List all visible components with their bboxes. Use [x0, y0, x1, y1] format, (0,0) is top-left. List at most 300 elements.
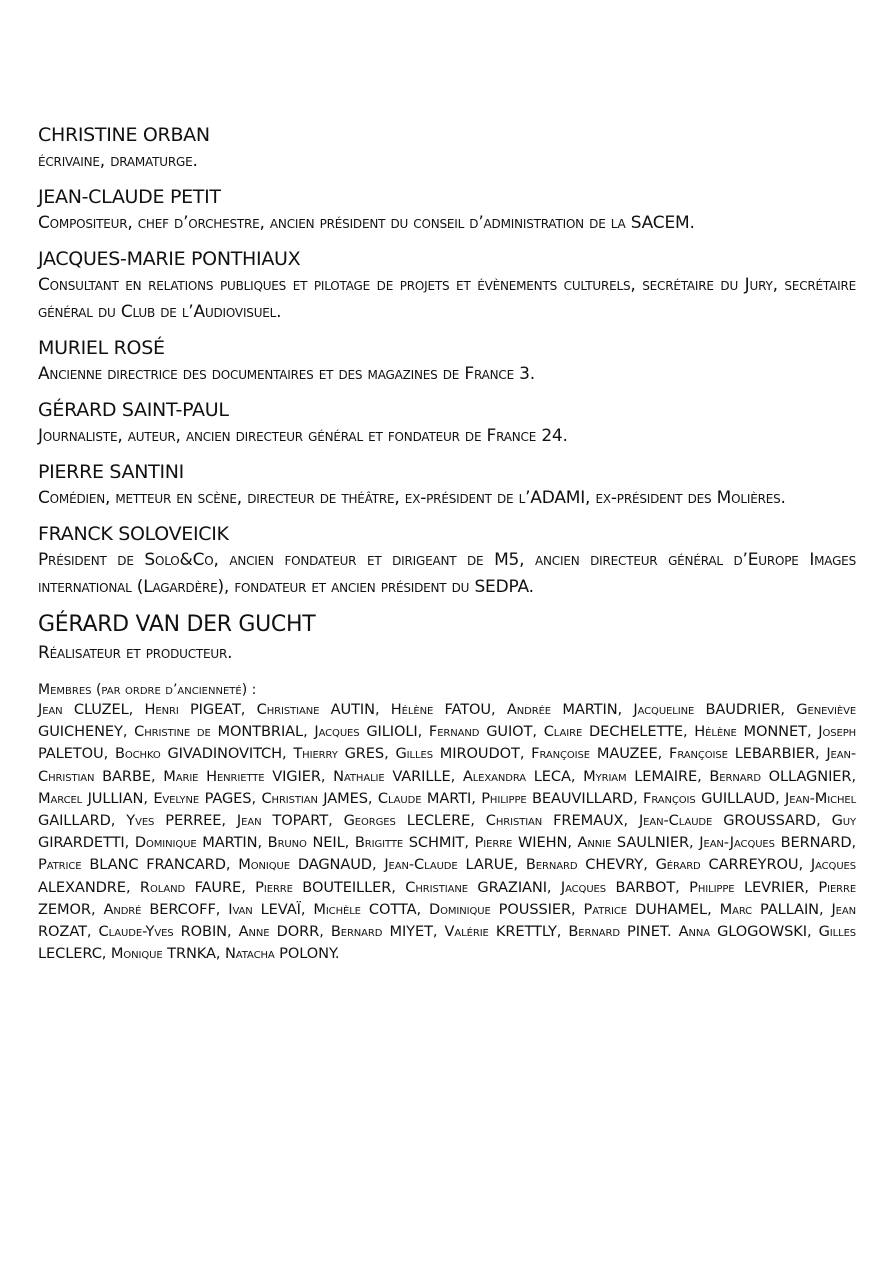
member-separator: , — [851, 834, 857, 852]
member-separator: , — [657, 745, 670, 763]
member-first-name: Jean — [38, 701, 63, 718]
member-separator: , — [251, 789, 262, 807]
member-last-name: DECHELETTE — [588, 723, 683, 741]
member-separator: , — [384, 745, 396, 763]
member-entry — [583, 768, 709, 785]
member-last-name: ROZAT — [38, 923, 87, 941]
member-last-name: ALEXANDRE — [38, 878, 126, 896]
member-entry — [257, 701, 391, 718]
member-last-name: FAURE — [194, 878, 242, 896]
member-last-name: GUIOT — [486, 723, 533, 741]
member-last-name: OLLAGNIER — [768, 767, 852, 785]
member-separator: , — [643, 856, 656, 874]
jury-member-role: Journaliste, auteur, ancien directeur général et fondateur de France 24. — [38, 426, 568, 446]
member-first-name: Geneviève — [796, 701, 857, 718]
member-entry — [228, 901, 313, 918]
member-first-name: Marcel — [38, 789, 83, 807]
member-first-name: Yves — [126, 812, 155, 830]
member-last-name: TOPART — [272, 812, 329, 830]
member-first-name: Christian — [261, 789, 318, 807]
jury-member-role: Compositeur, chef d’orchestre, ancien président du conseil d’administration de la SACEM. — [38, 213, 695, 233]
document-page — [38, 122, 856, 965]
member-separator: , — [816, 812, 832, 830]
member-separator: , — [282, 745, 294, 763]
member-last-name: MIYET — [389, 923, 433, 941]
member-separator: . — [334, 945, 340, 963]
member-separator: , — [633, 789, 644, 807]
member-first-name: Bernard — [525, 856, 578, 874]
member-separator: , — [344, 834, 355, 852]
member-separator: , — [122, 723, 135, 741]
member-separator: , — [128, 701, 145, 718]
member-separator: , — [227, 923, 239, 941]
member-separator: , — [241, 878, 256, 896]
member-first-name: Fernand — [428, 723, 480, 741]
member-last-name: LEVRIER — [743, 878, 805, 896]
member-separator: , — [215, 900, 229, 918]
member-last-name: WIEHN — [517, 834, 568, 852]
member-first-name: Bernard — [568, 923, 620, 941]
member-first-name: Jacques — [810, 856, 856, 874]
jury-entry — [38, 610, 856, 667]
jury-member-name: CHRISTINE ORBAN — [38, 124, 210, 146]
member-last-name: LEBARBIER — [734, 745, 815, 763]
member-separator: , — [240, 701, 257, 718]
member-first-name: Françoise — [669, 745, 728, 763]
member-entry — [378, 790, 481, 807]
member-first-name: Jean-Jacques — [699, 834, 775, 852]
jury-member-name: GÉRARD VAN DER GUCHT — [38, 612, 316, 637]
member-last-name: DUHAMEL — [634, 900, 708, 918]
jury-entry — [38, 521, 856, 601]
member-entry — [578, 834, 700, 851]
member-first-name: Bernard — [330, 923, 383, 941]
jury-entry — [38, 184, 856, 237]
member-first-name: Nathalie — [333, 767, 385, 785]
jury-list — [38, 122, 856, 667]
member-last-name: BOUTEILLER — [302, 878, 392, 896]
member-entry — [475, 834, 578, 851]
member-separator: , — [571, 900, 584, 918]
member-entry — [238, 856, 384, 873]
member-first-name: Monique — [238, 856, 290, 874]
member-first-name: Bochko — [114, 745, 161, 763]
member-last-name: POLONY — [279, 945, 335, 963]
member-first-name: Georges — [343, 812, 396, 830]
member-separator: , — [546, 878, 561, 896]
member-entry — [584, 901, 720, 918]
jury-entry — [38, 246, 856, 326]
member-separator: , — [328, 812, 344, 830]
member-entry — [669, 745, 826, 762]
member-first-name: Michèle — [313, 900, 361, 918]
member-last-name: VARILLE — [392, 767, 451, 785]
member-first-name: Andrée — [506, 701, 552, 718]
member-entry — [163, 768, 333, 785]
member-last-name: LECLERE — [406, 812, 471, 830]
member-separator: , — [221, 812, 237, 830]
member-last-name: NEIL — [312, 834, 345, 852]
member-separator: , — [300, 900, 314, 918]
member-entry — [255, 879, 405, 896]
member-separator: , — [367, 789, 378, 807]
member-entry — [313, 901, 429, 918]
member-last-name: GILIOLI — [366, 723, 418, 741]
member-last-name: COTTA — [368, 900, 417, 918]
member-entry — [709, 768, 856, 785]
member-last-name: GLOGOWSKI — [717, 923, 807, 941]
member-last-name: TRNKA — [167, 945, 216, 963]
member-entry — [633, 701, 796, 718]
member-separator: , — [814, 745, 827, 763]
jury-member-role: écrivaine, dramaturge. — [38, 151, 198, 171]
member-first-name: Brigitte — [354, 834, 404, 852]
member-entry — [111, 945, 225, 962]
member-first-name: Natacha — [224, 945, 275, 963]
member-entry — [293, 745, 395, 762]
member-separator: , — [125, 878, 140, 896]
member-separator: , — [215, 945, 225, 963]
member-entry — [38, 856, 238, 873]
member-last-name: MAUZEE — [596, 745, 658, 763]
member-entry — [643, 790, 785, 807]
member-last-name: MONTBRIAL — [217, 723, 304, 741]
member-separator: , — [319, 923, 331, 941]
member-last-name: BERCOFF — [149, 900, 216, 918]
member-entry — [331, 923, 445, 940]
member-last-name: GRES — [344, 745, 385, 763]
member-first-name: Christian — [485, 812, 543, 830]
member-entry — [391, 701, 507, 718]
member-first-name: Gérard — [655, 856, 701, 874]
member-entry — [344, 812, 486, 829]
member-first-name: Jean — [831, 900, 857, 918]
member-last-name: BARBOT — [615, 878, 676, 896]
member-entry — [445, 923, 569, 940]
member-last-name: ROBIN — [180, 923, 227, 941]
member-first-name: Joseph — [818, 723, 857, 741]
member-separator: , — [818, 900, 832, 918]
member-first-name: Dominique — [428, 900, 491, 918]
member-first-name: Thierry — [293, 745, 338, 763]
member-entry — [689, 879, 818, 896]
member-first-name: Philippe — [481, 789, 527, 807]
member-separator: , — [806, 723, 819, 741]
member-last-name: DAGNAUD — [297, 856, 372, 874]
member-last-name: PAGES — [204, 789, 252, 807]
member-first-name: Pierre — [818, 878, 857, 896]
member-first-name: Gilles — [395, 745, 433, 763]
member-first-name: Jean-Christian — [38, 745, 857, 785]
member-first-name: Monique — [110, 945, 163, 963]
member-last-name: BAUDRIER — [705, 701, 781, 718]
jury-member-name: JEAN-CLAUDE PETIT — [38, 186, 221, 208]
member-last-name: FATOU — [444, 701, 491, 718]
member-entry — [405, 879, 561, 896]
member-entry — [656, 856, 811, 873]
member-entry — [153, 790, 261, 807]
member-separator: , — [519, 745, 532, 763]
jury-member-name: MURIEL ROSÉ — [38, 337, 165, 359]
member-separator: , — [371, 856, 385, 874]
member-last-name: CHEVRY — [585, 856, 644, 874]
member-entry — [720, 901, 832, 918]
member-first-name: Marc — [719, 900, 753, 918]
member-entry — [134, 723, 314, 740]
member-first-name: Hélène — [390, 701, 434, 718]
member-last-name: DORR — [276, 923, 320, 941]
member-separator: , — [851, 767, 856, 785]
member-last-name: GRAZIANI — [477, 878, 547, 896]
member-separator: , — [450, 767, 463, 785]
member-first-name: Jean-Claude — [384, 856, 458, 874]
member-separator: , — [103, 745, 115, 763]
member-first-name: Claire — [543, 723, 583, 741]
jury-member-role: Ancienne directrice des documentaires et des magazines de France 3. — [38, 364, 535, 384]
member-first-name: Jacqueline — [633, 701, 695, 718]
member-first-name: Christiane — [256, 701, 320, 718]
member-first-name: Christiane — [405, 878, 468, 896]
member-last-name: GROUSSARD — [723, 812, 817, 830]
member-entry — [239, 923, 331, 940]
member-last-name: BARBE — [102, 767, 151, 785]
member-first-name: Christine de — [134, 723, 211, 741]
member-entry — [126, 812, 237, 829]
member-separator: , — [90, 900, 104, 918]
member-entry — [463, 768, 583, 785]
member-separator: , — [806, 923, 819, 941]
jury-member-role: Réalisateur et producteur. — [38, 643, 233, 663]
member-separator: , — [804, 878, 819, 896]
member-last-name: JAMES — [323, 789, 368, 807]
member-first-name: Pierre — [474, 834, 513, 852]
member-entry — [561, 879, 689, 896]
member-last-name: MONNET — [743, 723, 807, 741]
member-first-name: Guy — [831, 812, 857, 830]
member-separator: , — [464, 834, 475, 852]
member-first-name: Jean-Michel — [785, 789, 857, 807]
member-entry — [544, 723, 695, 740]
member-entry — [225, 945, 339, 962]
member-separator: , — [532, 723, 544, 741]
member-first-name: Dominique — [134, 834, 197, 852]
member-first-name: Anna — [678, 923, 710, 941]
member-last-name: PALLAIN — [760, 900, 819, 918]
member-entry — [384, 856, 526, 873]
member-entry — [486, 812, 639, 829]
member-last-name: LECLERC — [38, 945, 102, 963]
member-entry — [268, 834, 355, 851]
member-first-name: Anne — [238, 923, 270, 941]
jury-member-name: PIERRE SANTINI — [38, 461, 184, 483]
member-first-name: Bruno — [267, 834, 307, 852]
member-last-name: PINET — [627, 923, 667, 941]
member-last-name: BERNARD — [780, 834, 852, 852]
member-last-name: LARUE — [465, 856, 514, 874]
member-last-name: CARREYROU — [708, 856, 799, 874]
jury-member-name: GÉRARD SAINT-PAUL — [38, 399, 229, 421]
member-last-name: BEAUVILLARD — [532, 789, 634, 807]
member-first-name: Jacques — [560, 878, 607, 896]
member-separator: , — [320, 767, 334, 785]
member-separator: , — [798, 856, 811, 874]
member-separator: , — [124, 834, 135, 852]
member-first-name: Ivan — [228, 900, 253, 918]
member-last-name: SCHMIT — [408, 834, 465, 852]
member-separator: , — [697, 767, 710, 785]
member-first-name: Marie Henriette — [163, 767, 265, 785]
member-last-name: GIVADINOVITCH — [167, 745, 282, 763]
member-separator: , — [416, 900, 429, 918]
member-last-name: AUTIN — [330, 701, 375, 718]
member-separator: , — [567, 834, 578, 852]
member-last-name: ZEMOR — [38, 900, 91, 918]
member-separator: . — [666, 923, 679, 941]
member-separator: , — [143, 789, 154, 807]
member-entry — [639, 812, 832, 829]
member-separator: , — [491, 701, 507, 718]
members-title: Membres (par ordre d’ancienneté) : — [38, 682, 257, 698]
member-entry — [145, 701, 257, 718]
member-first-name: Gilles — [818, 923, 857, 941]
member-separator: , — [689, 834, 700, 852]
member-last-name: LECA — [533, 767, 571, 785]
member-separator: , — [556, 923, 569, 941]
member-separator: , — [675, 878, 690, 896]
member-first-name: Roland — [139, 878, 186, 896]
jury-entry — [38, 397, 856, 450]
member-separator: , — [617, 701, 634, 718]
member-separator: , — [470, 812, 486, 830]
member-first-name: Claude — [377, 789, 422, 807]
member-separator: , — [682, 723, 695, 741]
member-entry — [38, 701, 145, 718]
member-first-name: Myriam — [583, 767, 627, 785]
member-separator: , — [391, 878, 406, 896]
member-first-name: Patrice — [583, 900, 628, 918]
member-separator: , — [780, 701, 797, 718]
jury-member-name: FRANCK SOLOVEICIK — [38, 523, 229, 545]
member-last-name: GUICHENEY — [38, 723, 123, 741]
member-first-name: Alexandra — [462, 767, 527, 785]
member-entry — [429, 723, 544, 740]
member-separator: , — [775, 789, 786, 807]
jury-member-role: Consultant en relations publiques et pilotage de projets et évènements culturels, secrétaire du Jury, secrétaire général du Club de l’Audiovisuel. — [38, 275, 856, 322]
member-last-name: MARTIN — [562, 701, 618, 718]
member-entry — [568, 923, 678, 940]
jury-entry — [38, 335, 856, 388]
member-entry — [314, 723, 429, 740]
member-first-name: Valérie — [444, 923, 489, 941]
jury-entry — [38, 122, 856, 175]
member-entry — [333, 768, 463, 785]
member-first-name: Hélène — [694, 723, 737, 741]
member-separator: , — [151, 767, 164, 785]
member-last-name: KRETTLY — [495, 923, 557, 941]
member-first-name: Françoise — [531, 745, 590, 763]
member-entry — [507, 701, 634, 718]
member-separator: , — [257, 834, 268, 852]
member-entry — [140, 879, 255, 896]
member-entry — [526, 856, 656, 873]
member-entry — [679, 923, 819, 940]
member-entry — [99, 923, 239, 940]
member-last-name: BLANC FRANCARD — [89, 856, 226, 874]
member-last-name: PIGEAT — [189, 701, 241, 718]
member-entry — [481, 790, 643, 807]
member-last-name: GAILLARD — [38, 812, 111, 830]
member-first-name: André — [103, 900, 142, 918]
member-separator: , — [86, 923, 99, 941]
member-first-name: Henri — [144, 701, 179, 718]
member-separator: , — [707, 900, 720, 918]
jury-entry — [38, 459, 856, 512]
member-entry — [699, 834, 856, 851]
jury-member-role: Président de Solo&Co, ancien fondateur et dirigeant de M5, ancien directeur général d’Europe Images international (Lagardère), fondateur et ancien président du SEDPA. — [38, 550, 856, 597]
member-last-name: GUILLAUD — [701, 789, 776, 807]
member-last-name: LEMAIRE — [634, 767, 698, 785]
member-first-name: Jacques — [314, 723, 360, 741]
member-first-name: Jean-Claude — [638, 812, 713, 830]
member-first-name: Philippe — [689, 878, 735, 896]
member-separator: , — [432, 923, 445, 941]
member-entry — [38, 790, 153, 807]
jury-member-role: Comédien, metteur en scène, directeur de théâtre, ex-président de l’ADAMI, ex-président des Molières. — [38, 488, 786, 508]
member-first-name: Evelyne — [153, 789, 200, 807]
member-entry — [135, 834, 268, 851]
member-separator: , — [570, 767, 584, 785]
member-separator: , — [101, 945, 111, 963]
member-first-name: Annie — [577, 834, 612, 852]
member-last-name: GIRARDETTI — [38, 834, 125, 852]
member-separator: , — [110, 812, 127, 830]
member-separator: , — [471, 789, 482, 807]
member-last-name: MARTI — [426, 789, 472, 807]
member-last-name: POUSSIER — [498, 900, 572, 918]
member-separator: , — [225, 856, 239, 874]
member-entry — [429, 901, 584, 918]
member-last-name: JULLIAN — [87, 789, 144, 807]
member-separator: , — [303, 723, 315, 741]
member-entry — [103, 901, 228, 918]
member-first-name: Bernard — [709, 767, 761, 785]
member-last-name: PERREE — [165, 812, 222, 830]
member-separator: , — [417, 723, 429, 741]
member-separator: , — [513, 856, 526, 874]
member-last-name: MIROUDOT — [439, 745, 520, 763]
member-last-name: SAULNIER — [616, 834, 690, 852]
members-list — [38, 699, 856, 965]
member-entry — [115, 745, 293, 762]
member-last-name: PALETOU — [38, 745, 104, 763]
member-first-name: Patrice — [38, 856, 82, 874]
member-last-name: VIGIER — [272, 767, 321, 785]
member-entry — [237, 812, 344, 829]
member-first-name: Pierre — [255, 878, 293, 896]
member-first-name: François — [643, 789, 696, 807]
member-entry — [694, 723, 818, 740]
member-separator: , — [623, 812, 639, 830]
member-last-name: MARTIN — [202, 834, 258, 852]
member-entry — [261, 790, 377, 807]
member-first-name: Jean — [236, 812, 262, 830]
member-entry — [355, 834, 475, 851]
jury-member-name: JACQUES-MARIE PONTHIAUX — [38, 248, 301, 270]
member-entry — [395, 745, 531, 762]
member-last-name: FREMAUX — [553, 812, 624, 830]
member-first-name: Claude-Yves — [98, 923, 174, 941]
member-entry — [531, 745, 669, 762]
